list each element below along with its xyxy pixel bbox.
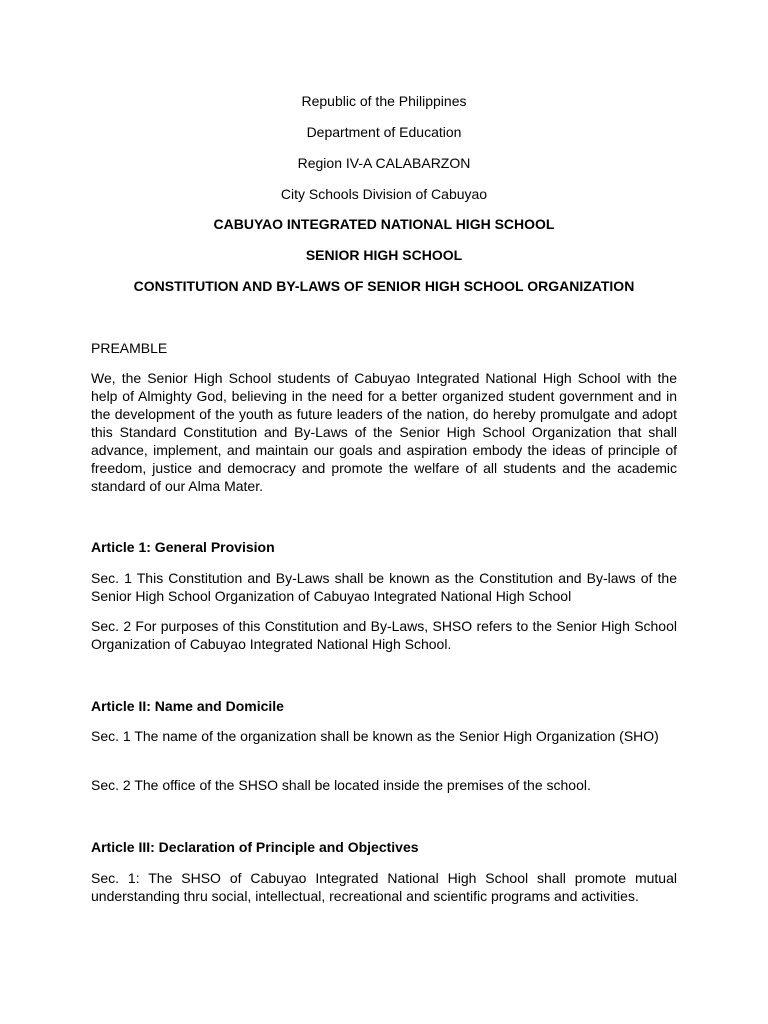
header-region: Region IV-A CALABARZON bbox=[297, 155, 471, 171]
article-2-heading: Article II: Name and Domicile bbox=[91, 698, 284, 714]
article-1-heading: Article 1: General Provision bbox=[91, 539, 275, 555]
article-3-sec-1: Sec. 1: The SHSO of Cabuyao Integrated National High School shall promote mutual understanding thru social, intellectual, recreational and scientific programs and activities. bbox=[91, 870, 677, 904]
article-2-sec-1: Sec. 1 The name of the organization shall be known as the Senior High Organization (SHO) bbox=[91, 728, 659, 744]
header-department: Department of Education bbox=[306, 124, 462, 140]
header-division: City Schools Division of Cabuyao bbox=[280, 186, 488, 202]
header-republic: Republic of the Philippines bbox=[301, 93, 467, 109]
article-1-sec-1: Sec. 1 This Constitution and By-Laws shall be known as the Constitution and By-laws of the Senior High School Organization of Cabuyao Integrated National High School bbox=[91, 570, 677, 604]
document-title: CONSTITUTION AND BY-LAWS OF SENIOR HIGH SCHOOL ORGANIZATION bbox=[133, 278, 635, 294]
article-2-sec-2: Sec. 2 The office of the SHSO shall be located inside the premises of the school. bbox=[91, 777, 591, 793]
header-level: SENIOR HIGH SCHOOL bbox=[305, 247, 463, 263]
header-school: CABUYAO INTEGRATED NATIONAL HIGH SCHOOL bbox=[213, 216, 555, 232]
preamble-heading: PREAMBLE bbox=[91, 340, 168, 356]
article-1-sec-2: Sec. 2 For purposes of this Constitution and By-Laws, SHSO refers to the Senior High School Organization of Cabuyao Integrated National High School. bbox=[91, 618, 677, 652]
preamble-text: We, the Senior High School students of Cabuyao Integrated National High School with the help of Almighty God, believing in the need for a better organized student government and in the development of the youth as future leaders of the nation, do hereby promulgate and adopt this Standard Constitution and By-Laws of the Senior High School Organization that shall advance, implement, and maintain our goals and aspiration embody the ideas of principle of freedom, justice and democracy and promote the welfare of all students and the academic standard of our Alma Mater. bbox=[91, 370, 677, 494]
article-3-heading: Article III: Declaration of Principle and Objectives bbox=[91, 839, 419, 855]
